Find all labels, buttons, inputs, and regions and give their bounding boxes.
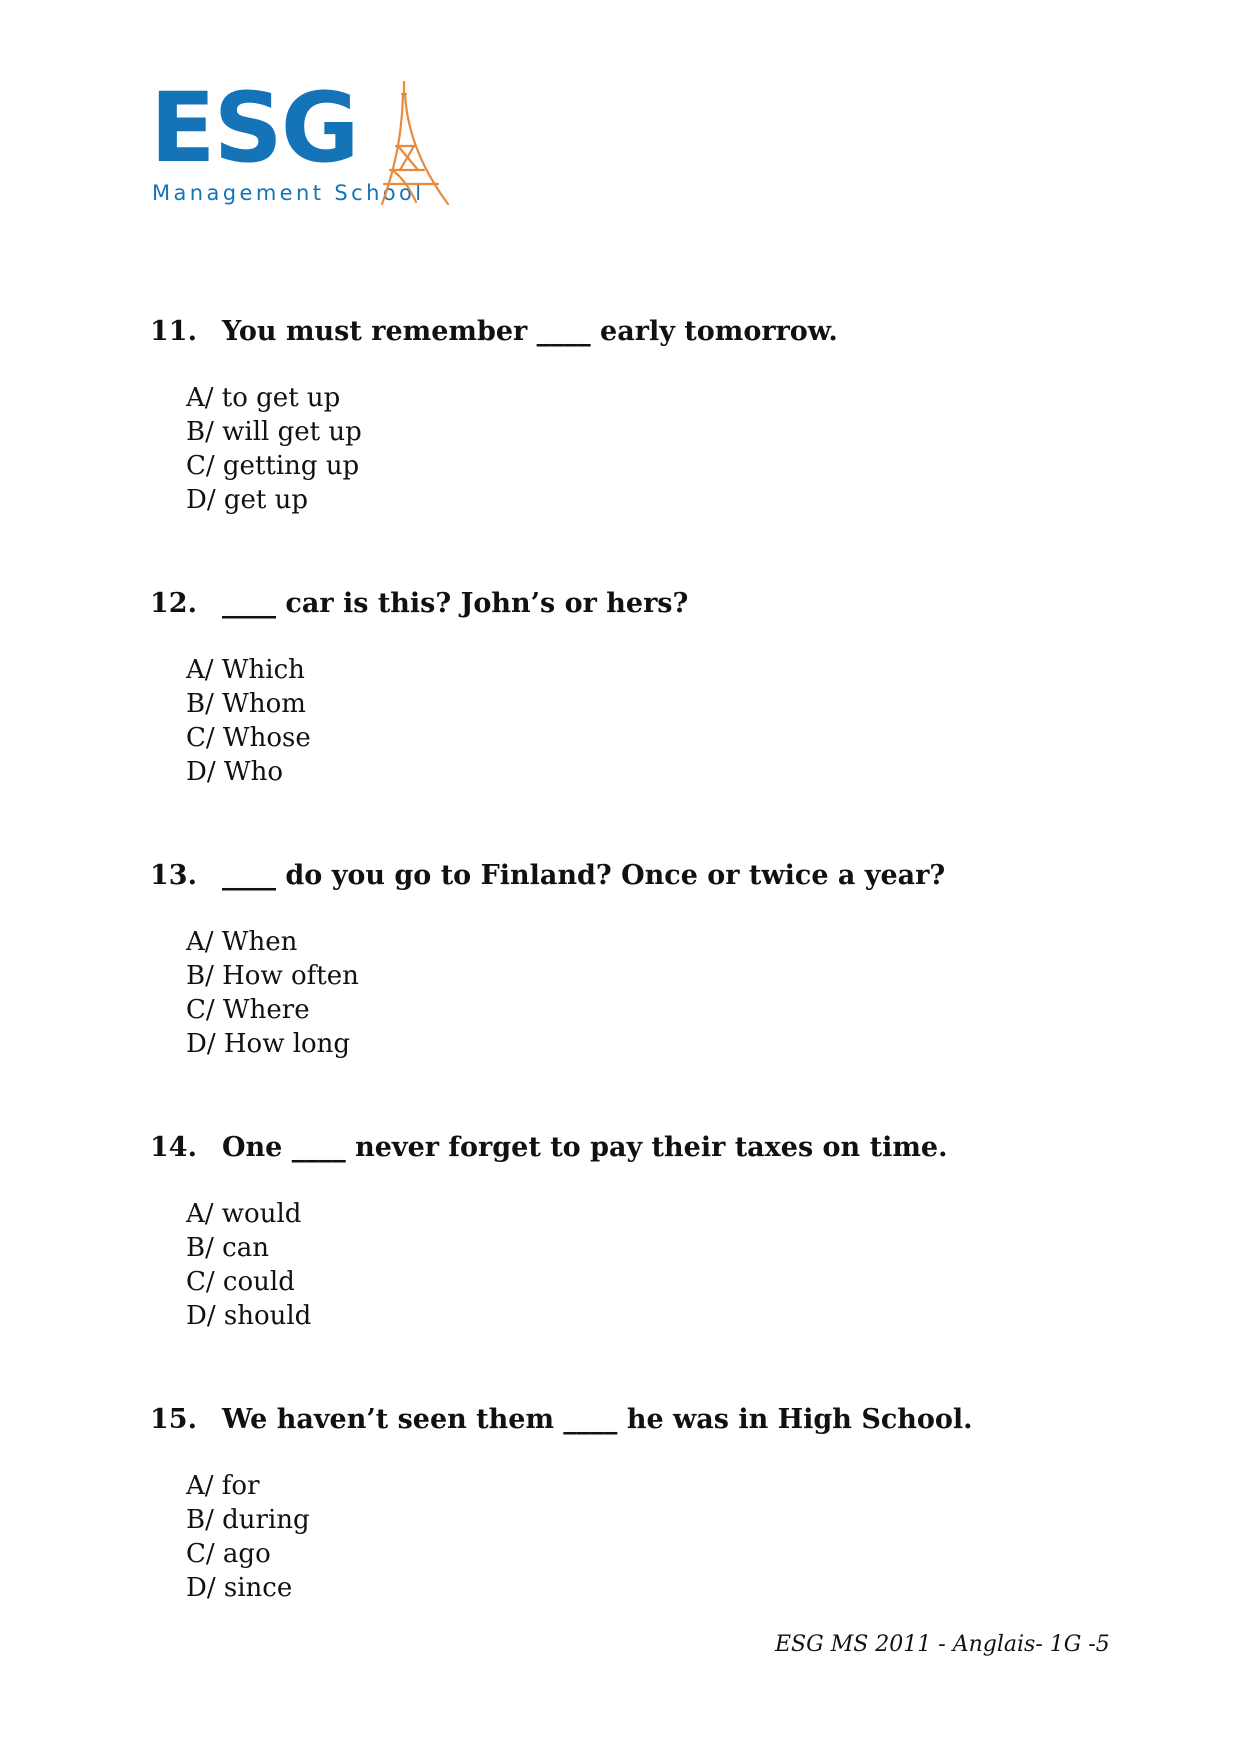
option-d: D/ How long <box>186 1029 351 1059</box>
question-number: 15. <box>150 1404 197 1435</box>
question-text: We haven’t seen them ____ he was in High School. <box>222 1404 973 1435</box>
question-number: 11. <box>150 316 197 347</box>
option-b: B/ will get up <box>186 417 362 447</box>
answer-options <box>186 381 1100 517</box>
option-d: D/ should <box>186 1301 312 1331</box>
question-number: 12. <box>150 588 197 619</box>
logo-subtitle: Management School <box>152 181 425 205</box>
option-d: D/ get up <box>186 485 309 515</box>
option-b: B/ How often <box>186 961 359 991</box>
question-heading <box>150 1403 1100 1437</box>
answer-options <box>186 925 1100 1061</box>
option-a: A/ When <box>186 927 298 957</box>
page-footer: ESG MS 2011 - Anglais- 1G -5 <box>775 1632 1110 1657</box>
question-heading <box>150 1131 1100 1165</box>
esg-logo <box>150 72 450 210</box>
option-a: A/ Which <box>186 655 305 685</box>
question-14 <box>150 1131 1100 1333</box>
question-heading <box>150 315 1100 349</box>
option-b: B/ Whom <box>186 689 306 719</box>
question-text: ____ do you go to Finland? Once or twice a year? <box>222 860 946 891</box>
option-a: A/ would <box>186 1199 302 1229</box>
answer-options <box>186 653 1100 789</box>
option-c: C/ Where <box>186 995 310 1025</box>
question-number: 14. <box>150 1132 197 1163</box>
question-heading <box>150 859 1100 893</box>
question-text: You must remember ____ early tomorrow. <box>222 316 838 347</box>
question-text: ____ car is this? John’s or hers? <box>222 588 689 619</box>
eiffel-tower-icon <box>378 80 450 208</box>
answer-options <box>186 1469 1100 1605</box>
question-11 <box>150 315 1100 517</box>
option-c: C/ getting up <box>186 451 360 481</box>
option-a: A/ for <box>186 1471 260 1501</box>
logo-wordmark: ESG <box>150 72 358 184</box>
option-b: B/ can <box>186 1233 269 1263</box>
answer-options <box>186 1197 1100 1333</box>
option-c: C/ Whose <box>186 723 311 753</box>
question-text: One ____ never forget to pay their taxes on time. <box>222 1132 948 1163</box>
question-13 <box>150 859 1100 1061</box>
option-d: D/ Who <box>186 757 283 787</box>
option-c: C/ ago <box>186 1539 271 1569</box>
option-c: C/ could <box>186 1267 295 1297</box>
option-d: D/ since <box>186 1573 293 1603</box>
option-b: B/ during <box>186 1505 310 1535</box>
question-15 <box>150 1403 1100 1605</box>
option-a: A/ to get up <box>186 383 341 413</box>
question-heading <box>150 587 1100 621</box>
question-12 <box>150 587 1100 789</box>
question-number: 13. <box>150 860 197 891</box>
